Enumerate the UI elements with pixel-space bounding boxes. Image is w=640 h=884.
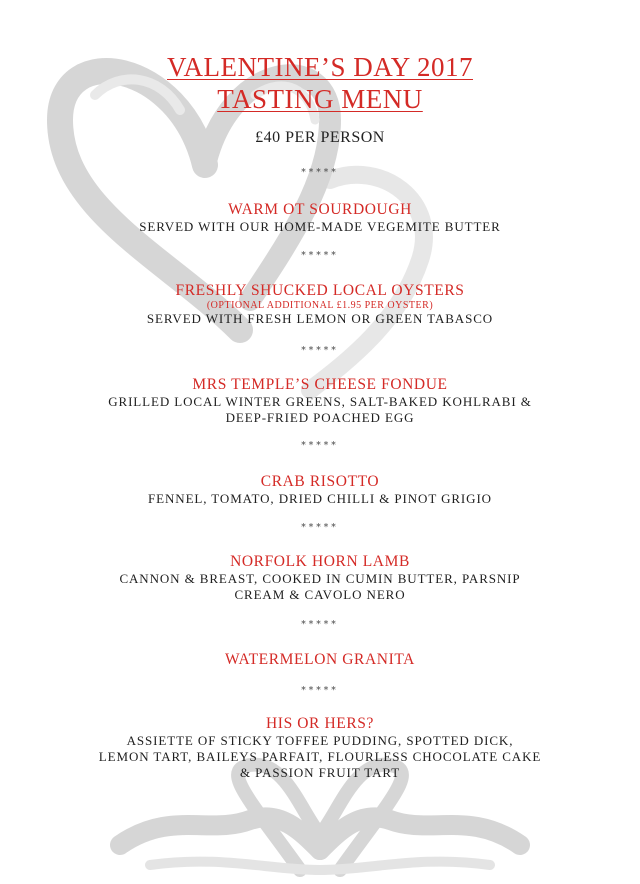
separator: ***** (301, 686, 339, 696)
course-description: & PASSION FRUIT TART (239, 765, 401, 780)
course-description: CANNON & BREAST, COOKED IN CUMIN BUTTER, PARSNIP (119, 571, 521, 586)
course-item (0, 376, 640, 426)
course-description: SERVED WITH OUR HOME-MADE VEGEMITE BUTTER (139, 219, 501, 234)
separator: ***** (301, 168, 339, 178)
course-name: HIS OR HERS? (266, 715, 374, 732)
course-description: FENNEL, TOMATO, DRIED CHILLI & PINOT GRIGIO (148, 491, 492, 506)
course-name: NORFOLK HORN LAMB (230, 553, 410, 570)
separator: ***** (301, 620, 339, 630)
separator: ***** (301, 346, 339, 356)
price-per-person: £40 PER PERSON (255, 129, 385, 146)
course-name: CRAB RISOTTO (260, 473, 380, 490)
course-name: WARM OT SOURDOUGH (228, 201, 412, 218)
menu-title-line2: TASTING MENU (217, 84, 423, 114)
menu-title-line1: VALENTINE’S DAY 2017 (167, 52, 473, 82)
course-description: ASSIETTE OF STICKY TOFFEE PUDDING, SPOTTED DICK, (126, 733, 514, 748)
course-item (0, 201, 640, 235)
separator: ***** (301, 441, 339, 451)
course-item (0, 651, 640, 669)
course-name: FRESHLY SHUCKED LOCAL OYSTERS (175, 282, 465, 299)
course-item (0, 553, 640, 603)
course-description: SERVED WITH FRESH LEMON OR GREEN TABASCO (146, 311, 494, 326)
course-item (0, 282, 640, 327)
course-description: CREAM & CAVOLO NERO (234, 587, 406, 602)
separator: ***** (301, 523, 339, 533)
course-description: LEMON TART, BAILEYS PARFAIT, FLOURLESS CHOCOLATE CAKE (98, 749, 542, 764)
separator: ***** (301, 251, 339, 261)
course-note: (OPTIONAL ADDITIONAL £1.95 PER OYSTER) (206, 300, 434, 311)
course-item (0, 715, 640, 781)
course-item (0, 473, 640, 507)
course-description: GRILLED LOCAL WINTER GREENS, SALT-BAKED KOHLRABI & (108, 394, 532, 409)
course-name: MRS TEMPLE’S CHEESE FONDUE (192, 376, 448, 393)
course-name: WATERMELON GRANITA (225, 651, 415, 668)
course-description: DEEP-FRIED POACHED EGG (225, 410, 415, 425)
